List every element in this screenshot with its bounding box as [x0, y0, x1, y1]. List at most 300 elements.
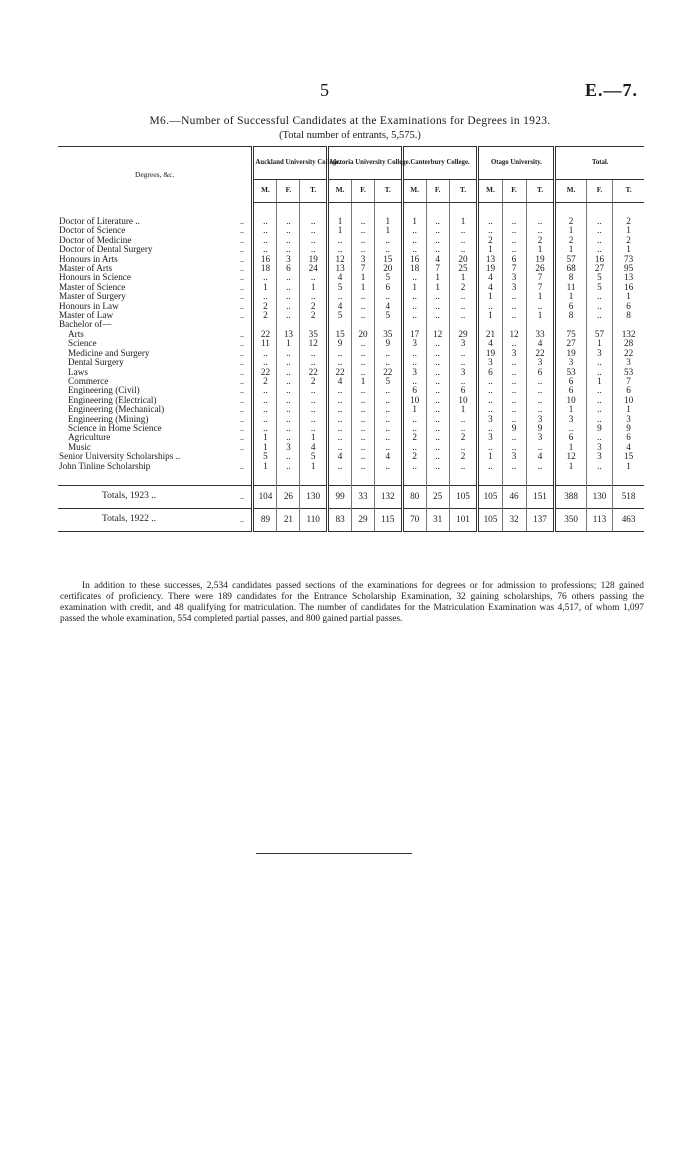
cell-t: .. — [374, 424, 402, 433]
cell-m: 11 — [253, 339, 277, 348]
cell-f: .. — [352, 368, 375, 377]
cell-f: .. — [277, 273, 300, 282]
cell-t: .. — [300, 217, 328, 226]
cell-m: 4 — [478, 339, 502, 348]
table-row — [58, 311, 644, 320]
cell-t: 1 — [613, 292, 644, 301]
cell-m: 1 — [253, 283, 277, 292]
cell-t: .. — [449, 292, 478, 301]
cell-f: 3 — [277, 255, 300, 264]
cell-m: 105 — [478, 485, 502, 508]
cell-m: .. — [402, 245, 426, 254]
cell-m: 6 — [555, 386, 586, 395]
cell-m: 5 — [328, 283, 352, 292]
cell-f: .. — [277, 349, 300, 358]
cell-t: 1 — [613, 405, 644, 414]
leader-dots: .. — [239, 282, 244, 292]
cell-t: 1 — [526, 292, 555, 301]
row-label: John Tinline Scholarship — [59, 460, 151, 471]
cell-m: 1 — [478, 292, 502, 301]
row-label: Engineering (Electrical) — [68, 394, 157, 405]
cell-m: 16 — [253, 255, 277, 264]
cell-t: 105 — [449, 485, 478, 508]
cell-m: .. — [253, 273, 277, 282]
cell-t: 73 — [613, 255, 644, 264]
cell-m: 1 — [555, 292, 586, 301]
cell-f: .. — [502, 377, 526, 386]
cell-f: .. — [426, 424, 449, 433]
cell-t: 7 — [613, 377, 644, 386]
cell-t: 5 — [374, 311, 402, 320]
cell-m: .. — [402, 424, 426, 433]
cell-t: 4 — [300, 443, 328, 452]
cell-t: .. — [526, 405, 555, 414]
cell-f: .. — [426, 339, 449, 348]
cell-m: 6 — [555, 377, 586, 386]
cell-m: 1 — [253, 462, 277, 471]
subheader-t: T. — [300, 180, 328, 203]
cell-m: .. — [402, 311, 426, 320]
cell-m: 4 — [478, 283, 502, 292]
cell-t: 1 — [374, 226, 402, 235]
cell-t: .. — [449, 462, 478, 471]
cell-m: 1 — [328, 217, 352, 226]
cell-m: .. — [328, 358, 352, 367]
cell-t: .. — [300, 349, 328, 358]
cell-m: 13 — [328, 264, 352, 273]
cell-t: 6 — [374, 283, 402, 292]
page-number: 5 — [320, 80, 329, 100]
cell-f: .. — [586, 405, 612, 414]
spacer-row — [58, 471, 644, 486]
leader-dots: .. — [239, 442, 244, 452]
cell-t: 1 — [374, 217, 402, 226]
cell-f: 3 — [502, 273, 526, 282]
cell-f: .. — [277, 245, 300, 254]
header-auckland: Auckland University College. — [253, 147, 328, 180]
cell-m: 1 — [253, 443, 277, 452]
cell-f: .. — [586, 226, 612, 235]
cell-m: .. — [478, 424, 502, 433]
cell-t: .. — [526, 386, 555, 395]
cell-t: 2 — [526, 236, 555, 245]
row-label: Science in Home Science — [68, 422, 162, 433]
cell-f: 1 — [277, 339, 300, 348]
row-label: Engineering (Civil) — [68, 385, 140, 396]
cell-t: 130 — [300, 485, 328, 508]
cell-t: .. — [526, 226, 555, 235]
cell-t: .. — [374, 236, 402, 245]
row-label: Totals, 1923 .. — [58, 485, 232, 508]
cell-f: .. — [426, 377, 449, 386]
header-total: Total. — [555, 147, 644, 180]
cell-f: .. — [352, 405, 375, 414]
cell-f: .. — [426, 302, 449, 311]
cell-f: .. — [502, 302, 526, 311]
cell-t: 9 — [374, 339, 402, 348]
document-reference: E.—7. — [584, 80, 638, 100]
cell-m: 1 — [555, 226, 586, 235]
cell-t: 1 — [449, 217, 478, 226]
cell-f: .. — [352, 415, 375, 424]
cell-t: 110 — [300, 508, 328, 531]
cell-m: .. — [402, 226, 426, 235]
cell-m: 4 — [328, 377, 352, 386]
cell-f: .. — [502, 462, 526, 471]
cell-m: .. — [328, 424, 352, 433]
cell-f: .. — [586, 396, 612, 405]
cell-f: 3 — [502, 452, 526, 461]
cell-t: 3 — [526, 433, 555, 442]
cell-f: .. — [586, 415, 612, 424]
cell-t: 7 — [526, 283, 555, 292]
cell-f: .. — [426, 311, 449, 320]
cell-f: .. — [352, 292, 375, 301]
cell-f: 9 — [586, 424, 612, 433]
table-subtitle: (Total number of entrants, 5,575.) — [279, 130, 421, 141]
cell-t: 3 — [613, 358, 644, 367]
cell-m: 9 — [328, 339, 352, 348]
cell-t: 22 — [613, 349, 644, 358]
cell-f: 6 — [502, 255, 526, 264]
cell-t: 53 — [613, 368, 644, 377]
row-label: Medicine and Surgery — [68, 347, 150, 358]
subheader-t: T. — [449, 180, 478, 203]
cell-f: .. — [586, 236, 612, 245]
cell-f: .. — [352, 462, 375, 471]
leader-dots: .. — [239, 405, 244, 415]
cell-t: .. — [526, 396, 555, 405]
cell-t: 24 — [300, 264, 328, 273]
leader-dots: .. — [239, 292, 244, 302]
cell-f: .. — [502, 368, 526, 377]
cell-t: 151 — [526, 485, 555, 508]
row-label: Master of Surgery — [59, 291, 126, 302]
cell-f: .. — [277, 396, 300, 405]
table-row — [58, 462, 644, 471]
cell-f: .. — [586, 368, 612, 377]
leader-dots: .. — [239, 358, 244, 368]
cell-m: 75 — [555, 330, 586, 339]
cell-f: .. — [352, 443, 375, 452]
leader-dots: .. — [239, 273, 244, 283]
cell-t: 35 — [300, 330, 328, 339]
row-label: Commerce — [68, 375, 109, 386]
divider-rule — [256, 853, 412, 854]
row-label: Agriculture — [68, 432, 111, 443]
cell-t: 6 — [613, 302, 644, 311]
cell-f: .. — [277, 433, 300, 442]
subheader-m: M. — [253, 180, 277, 203]
cell-f: .. — [352, 226, 375, 235]
cell-t: 29 — [449, 330, 478, 339]
cell-m: 27 — [555, 339, 586, 348]
table-row — [58, 255, 644, 264]
cell-f: .. — [426, 292, 449, 301]
cell-t: .. — [300, 405, 328, 414]
cell-m: .. — [402, 377, 426, 386]
cell-f: .. — [586, 245, 612, 254]
cell-t: 101 — [449, 508, 478, 531]
cell-m: 8 — [555, 311, 586, 320]
table-row — [58, 349, 644, 358]
cell-f: .. — [502, 339, 526, 348]
cell-t: 9 — [526, 424, 555, 433]
cell-t: 7 — [526, 273, 555, 282]
subheader-f: F. — [502, 180, 526, 203]
cell-m: .. — [328, 415, 352, 424]
cell-m: 16 — [402, 255, 426, 264]
cell-t: 15 — [613, 452, 644, 461]
cell-f: .. — [277, 292, 300, 301]
cell-f: .. — [277, 368, 300, 377]
cell-m: 3 — [478, 358, 502, 367]
cell-t: .. — [449, 377, 478, 386]
cell-t: .. — [374, 386, 402, 395]
cell-m: .. — [253, 349, 277, 358]
cell-m: 3 — [478, 415, 502, 424]
cell-f: .. — [502, 415, 526, 424]
cell-t: 20 — [449, 255, 478, 264]
footnote-paragraph: In addition to these successes, 2,534 candidates passed sections of the examinations for degrees or for admission to professions; 128 gained certificates of proficiency. There were 189 candidates for the Entrance Scholarship Examination, 32 gaining scholarships, 76 others passing the examination with credit, and 48 qualifying for matriculation. The number of candidates for the Matriculation Examination was 4,517, of whom 1,097 passed the whole examination, 554 completed partial passes, and 800 gained partial passes. — [60, 581, 644, 624]
cell-m: .. — [253, 217, 277, 226]
table-row — [58, 226, 644, 235]
cell-t: 2 — [613, 217, 644, 226]
cell-m: 1 — [402, 217, 426, 226]
leader-dots: .. — [239, 414, 244, 424]
leader-dots: .. — [239, 329, 244, 339]
cell-t: 1 — [613, 245, 644, 254]
header-canterbury: Canterbury College. — [402, 147, 478, 180]
cell-m: .. — [328, 292, 352, 301]
table-row — [58, 330, 644, 339]
cell-m: .. — [478, 405, 502, 414]
row-label: Engineering (Mechanical) — [68, 404, 165, 415]
cell-t: .. — [300, 396, 328, 405]
cell-m: 1 — [555, 245, 586, 254]
cell-f: 113 — [586, 508, 612, 531]
cell-f: 3 — [586, 349, 612, 358]
subheader-f: F. — [277, 180, 300, 203]
cell-m: .. — [478, 377, 502, 386]
cell-t: 25 — [449, 264, 478, 273]
row-label: Laws — [68, 366, 88, 377]
cell-f: .. — [502, 292, 526, 301]
cell-t: 16 — [613, 283, 644, 292]
cell-f: .. — [277, 386, 300, 395]
cell-t: 2 — [449, 283, 478, 292]
table-row — [58, 368, 644, 377]
table-row — [58, 292, 644, 301]
spacer-row — [58, 203, 644, 218]
cell-f: 1 — [352, 283, 375, 292]
cell-t: 2 — [300, 377, 328, 386]
cell-m: 3 — [555, 415, 586, 424]
cell-t: 4 — [613, 443, 644, 452]
cell-m: 3 — [555, 358, 586, 367]
cell-f: 33 — [352, 485, 375, 508]
cell-t: 33 — [526, 330, 555, 339]
cell-t: 6 — [449, 386, 478, 395]
row-label: Doctor of Medicine — [59, 234, 132, 245]
cell-t: .. — [449, 245, 478, 254]
cell-f: .. — [502, 217, 526, 226]
table-row — [58, 358, 644, 367]
cell-f: .. — [426, 217, 449, 226]
cell-m: .. — [253, 236, 277, 245]
cell-f: .. — [277, 226, 300, 235]
cell-f: .. — [426, 245, 449, 254]
cell-m: 83 — [328, 508, 352, 531]
cell-m: 6 — [478, 368, 502, 377]
cell-t: 3 — [526, 358, 555, 367]
cell-f: .. — [277, 302, 300, 311]
cell-m: 105 — [478, 508, 502, 531]
cell-t: .. — [449, 311, 478, 320]
cell-t: .. — [374, 405, 402, 414]
cell-f: .. — [352, 433, 375, 442]
cell-m: 3 — [402, 339, 426, 348]
cell-m: 1 — [328, 226, 352, 235]
leader-dots: .. — [239, 254, 244, 264]
subheader-f: F. — [352, 180, 375, 203]
cell-m: 6 — [555, 302, 586, 311]
cell-f: 21 — [277, 508, 300, 531]
cell-t: 6 — [613, 386, 644, 395]
cell-t: 5 — [300, 452, 328, 461]
cell-t: 137 — [526, 508, 555, 531]
cell-m: 21 — [478, 330, 502, 339]
cell-t: 6 — [613, 433, 644, 442]
cell-m: 89 — [253, 508, 277, 531]
cell-f: .. — [277, 283, 300, 292]
cell-f: .. — [277, 405, 300, 414]
cell-m: 68 — [555, 264, 586, 273]
cell-f: .. — [426, 443, 449, 452]
cell-m: 2 — [478, 236, 502, 245]
row-label: Engineering (Mining) — [68, 413, 149, 424]
cell-m: 2 — [402, 433, 426, 442]
row-label: Totals, 1922 .. — [58, 508, 232, 531]
table-row — [58, 217, 644, 226]
cell-f: 9 — [502, 424, 526, 433]
cell-m: .. — [253, 405, 277, 414]
row-label: Master of Science — [59, 281, 126, 292]
cell-m: 4 — [478, 273, 502, 282]
cell-f: .. — [586, 292, 612, 301]
cell-m: .. — [478, 386, 502, 395]
cell-f: .. — [502, 226, 526, 235]
cell-m: 19 — [478, 349, 502, 358]
cell-m: .. — [253, 358, 277, 367]
cell-t: 10 — [613, 396, 644, 405]
cell-m: .. — [478, 396, 502, 405]
table-title: M6.—Number of Successful Candidates at the Examinations for Degrees in 1923. — [149, 115, 551, 127]
leader-dots: .. — [239, 423, 244, 433]
cell-m: 2 — [555, 217, 586, 226]
row-label: Science — [68, 338, 97, 349]
cell-f: .. — [352, 339, 375, 348]
table-row — [58, 424, 644, 433]
leader-dots: .. — [239, 264, 244, 274]
cell-f: .. — [352, 302, 375, 311]
cell-t: .. — [374, 396, 402, 405]
row-label: Master of Arts — [59, 263, 113, 274]
cell-f: 46 — [502, 485, 526, 508]
cell-t: 1 — [613, 226, 644, 235]
cell-m: .. — [328, 396, 352, 405]
cell-m: 1 — [555, 443, 586, 452]
cell-m: 19 — [478, 264, 502, 273]
cell-f: .. — [352, 245, 375, 254]
table-row — [58, 302, 644, 311]
cell-t: 3 — [613, 415, 644, 424]
leader-dots: .. — [239, 367, 244, 377]
row-label: Doctor of Literature .. — [59, 216, 140, 226]
cell-m: 4 — [328, 452, 352, 461]
cell-f: .. — [277, 377, 300, 386]
cell-m: 2 — [253, 302, 277, 311]
cell-t: .. — [300, 245, 328, 254]
cell-f: .. — [352, 217, 375, 226]
cell-t: .. — [526, 302, 555, 311]
cell-m: 15 — [328, 330, 352, 339]
cell-t: 132 — [374, 485, 402, 508]
cell-t: 95 — [613, 264, 644, 273]
leader-dots: .. — [232, 508, 252, 531]
cell-t: .. — [526, 217, 555, 226]
cell-m: 2 — [402, 452, 426, 461]
cell-t: 2 — [300, 302, 328, 311]
cell-t: 3 — [526, 415, 555, 424]
cell-m: 1 — [402, 283, 426, 292]
cell-m: 22 — [253, 330, 277, 339]
cell-t: 35 — [374, 330, 402, 339]
cell-t: .. — [449, 358, 478, 367]
cell-f: 20 — [352, 330, 375, 339]
cell-m: 2 — [253, 311, 277, 320]
cell-f: .. — [502, 311, 526, 320]
cell-m: 1 — [478, 311, 502, 320]
cell-t: 463 — [613, 508, 644, 531]
leader-dots: .. — [239, 348, 244, 358]
cell-t: .. — [374, 292, 402, 301]
leader-dots: .. — [239, 376, 244, 386]
cell-m: .. — [253, 226, 277, 235]
header-degrees: Degrees, &c. — [58, 147, 253, 203]
cell-t: 10 — [449, 396, 478, 405]
cell-f: 3 — [586, 452, 612, 461]
cell-t: 13 — [613, 273, 644, 282]
cell-m: 12 — [328, 255, 352, 264]
leader-dots: .. — [239, 245, 244, 255]
subheader-t: T. — [613, 180, 644, 203]
cell-f: .. — [277, 358, 300, 367]
cell-t: .. — [300, 292, 328, 301]
cell-t: .. — [374, 462, 402, 471]
cell-f: .. — [586, 433, 612, 442]
cell-t: 115 — [374, 508, 402, 531]
cell-m: .. — [328, 386, 352, 395]
cell-t: .. — [300, 358, 328, 367]
leader-dots — [232, 452, 252, 461]
cell-f: .. — [277, 311, 300, 320]
row-label: Doctor of Dental Surgery — [59, 244, 153, 255]
cell-t: 15 — [374, 255, 402, 264]
cell-f: .. — [502, 245, 526, 254]
cell-f: 16 — [586, 255, 612, 264]
cell-m: .. — [402, 358, 426, 367]
